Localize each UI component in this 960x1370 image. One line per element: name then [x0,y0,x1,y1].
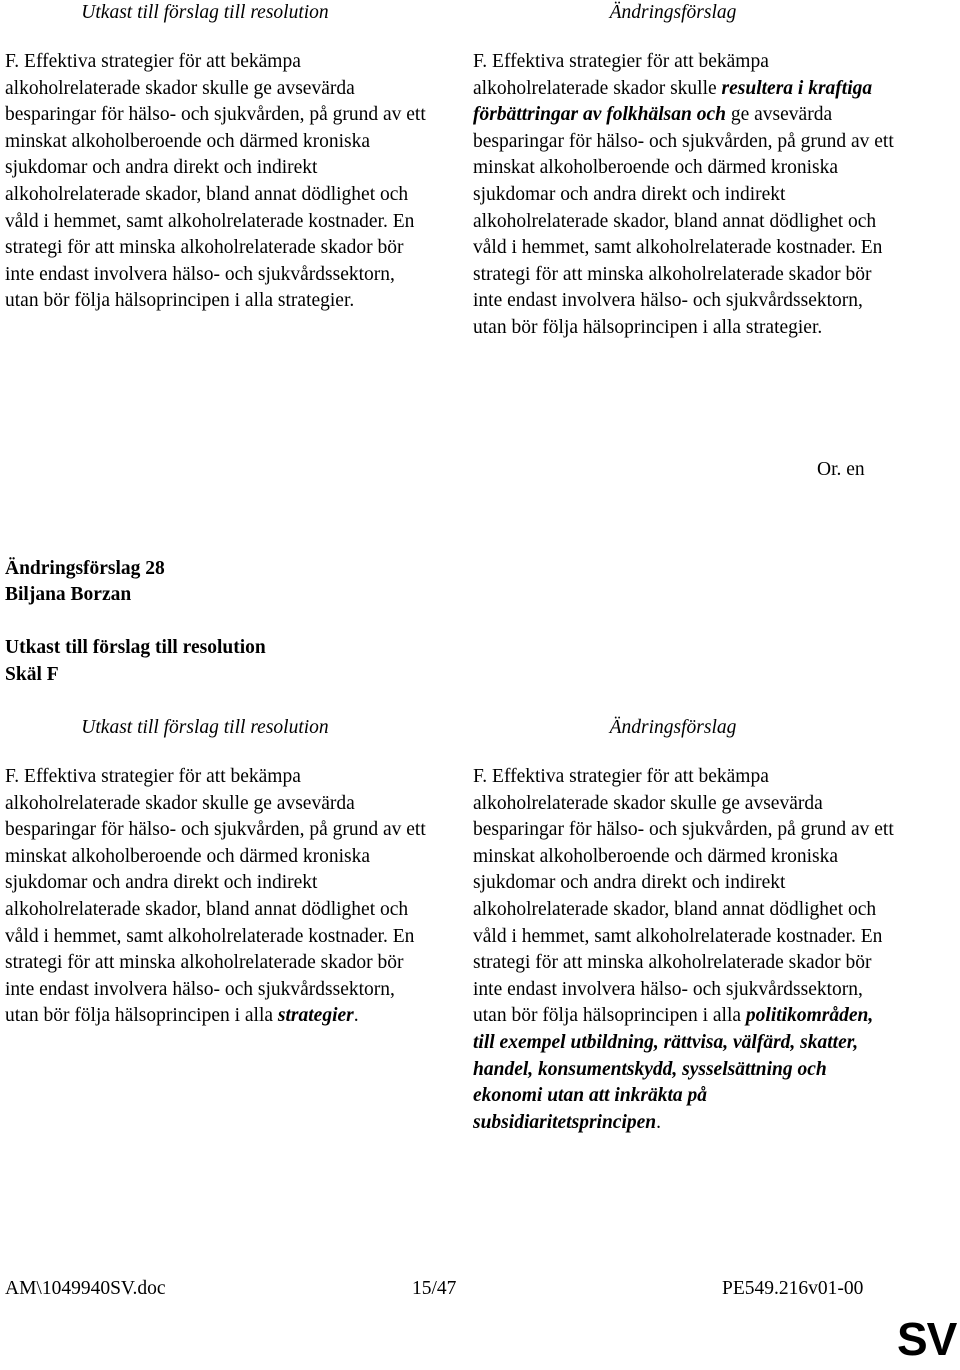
block2-right-heading: Ändringsförslag [609,717,737,738]
block2-amended-emphasis: politikområden, till exempel utbildning, rättvisa, välfärd, skatter, handel, konsumentskydd, sysselsättning och ekonomi utan att inkräkta på subsidiaritetsprincipen [473,1005,874,1133]
block2-original-emphasis: strategier [277,1005,354,1027]
block1-right-heading: Ändringsförslag [609,2,737,23]
block2-amended-before: F. Effektiva strategier för att bekämpa alkoholrelaterade skador skulle ge avsevärda besparingar för hälso- och sjukvården, på grund av ett minskat alkoholberoende och därmed kroniska sjukdomar och andra direkt och indirekt alkoholrelaterade skador, bland annat dödlighet och våld i hemmet, samt alkoholrelaterade kostnader. En strategi för att minska alkoholrelaterade skador bör inte endast involvera hälso- och sjukvårdssektorn, utan bör följa hälsoprincipen i alla [473,766,894,1027]
block1-amended-before: F. Effektiva strategier för att bekämpa alkoholrelaterade skador skulle [473,51,769,99]
footer-doc-ref: AM\1049940SV.doc [5,1278,166,1299]
language-mark: SV [897,1313,957,1365]
block2-amended-text [473,764,898,1136]
block1-amended-text [473,49,898,342]
amendment-target-document: Utkast till förslag till resolution [5,637,266,658]
block2-original-text [5,764,430,1030]
block1-amended-emphasis: resultera i kraftiga förbättringar av folkhälsan och [473,77,873,126]
block2-amended-after: . [656,1111,661,1133]
block2-left-heading: Utkast till förslag till resolution [81,717,329,738]
amendment-number: Ändringsförslag 28 [5,558,165,579]
block1-original-paragraph: F. Effektiva strategier för att bekämpa alkoholrelaterade skador skulle ge avsevärda besparingar för hälso- och sjukvården, på grund av ett minskat alkoholberoende och därmed kroniska sjukdomar och andra direkt och indirekt alkoholrelaterade skador, bland annat dödlighet och våld i hemmet, samt alkoholrelaterade kostnader. En strategi för att minska alkoholrelaterade skador bör inte endast involvera hälso- och sjukvårdssektorn, utan bör följa hälsoprincipen i alla strategier. [5,51,426,312]
block2-original-before: F. Effektiva strategier för att bekämpa alkoholrelaterade skador skulle ge avsevärda besparingar för hälso- och sjukvården, på grund av ett minskat alkoholberoende och därmed kroniska sjukdomar och andra direkt och indirekt alkoholrelaterade skador, bland annat dödlighet och våld i hemmet, samt alkoholrelaterade kostnader. En strategi för att minska alkoholrelaterade skador bör inte endast involvera hälso- och sjukvårdssektorn, utan bör följa hälsoprincipen i alla [5,766,426,1027]
block1-amended-after: ge avsevärda besparingar för hälso- och sjukvården, på grund av ett minskat alkoholberoende och därmed kroniska sjukdomar och andra direkt och indirekt alkoholrelaterade skador, bland annat dödlighet och våld i hemmet, samt alkoholrelaterade kostnader. En strategi för att minska alkoholrelaterade skador bör inte endast involvera hälso- och sjukvårdssektorn, utan bör följa hälsoprincipen i alla strategier. [473,104,894,338]
amendment-target-section: Skäl F [5,664,59,685]
block2-original-after: . [353,1005,359,1027]
footer-pe-ref: PE549.216v01-00 [722,1278,864,1299]
block1-left-heading: Utkast till förslag till resolution [81,2,329,23]
block1-original-text [5,49,430,315]
footer-page-number: 15/47 [412,1278,457,1299]
original-language-note: Or. en [817,459,865,480]
amendment-author: Biljana Borzan [5,584,132,605]
